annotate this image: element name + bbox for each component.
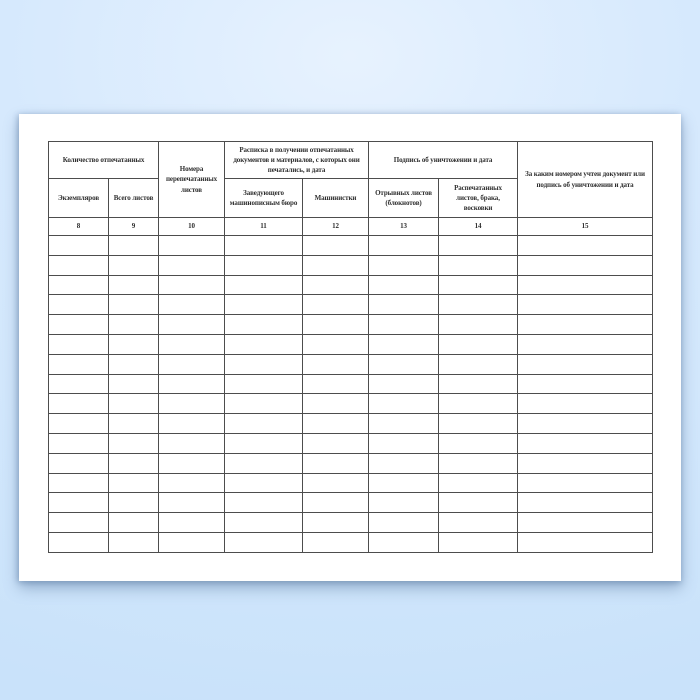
empty-cell <box>518 473 653 493</box>
empty-cell <box>49 236 109 256</box>
empty-cell <box>518 236 653 256</box>
empty-row <box>49 473 653 493</box>
empty-cell <box>159 236 225 256</box>
empty-cell <box>159 334 225 354</box>
empty-cell <box>109 354 159 374</box>
empty-cell <box>439 414 518 434</box>
empty-cell <box>159 354 225 374</box>
empty-cell <box>518 255 653 275</box>
empty-cell <box>303 275 369 295</box>
empty-cell <box>49 493 109 513</box>
empty-cell <box>109 334 159 354</box>
empty-cell <box>49 453 109 473</box>
empty-cell <box>159 315 225 335</box>
empty-cell <box>225 315 303 335</box>
empty-cell <box>369 513 439 533</box>
empty-row <box>49 255 653 275</box>
empty-row <box>49 532 653 552</box>
column-header-typing-bureau-head: Заведующего машинописным бюро <box>225 179 303 218</box>
empty-cell <box>439 433 518 453</box>
empty-cell <box>369 236 439 256</box>
group-header-receipt-signature: Расписка в получении отпечатанных документов и материалов, с которых они печатались, и дата <box>225 142 369 179</box>
empty-cell <box>369 315 439 335</box>
empty-cell <box>369 354 439 374</box>
empty-cell <box>518 374 653 394</box>
empty-cell <box>225 236 303 256</box>
empty-cell <box>49 315 109 335</box>
empty-cell <box>49 433 109 453</box>
empty-cell <box>159 275 225 295</box>
empty-row <box>49 414 653 434</box>
empty-cell <box>518 394 653 414</box>
empty-row <box>49 236 653 256</box>
empty-cell <box>109 374 159 394</box>
empty-cell <box>159 414 225 434</box>
empty-cell <box>439 236 518 256</box>
empty-cell <box>49 414 109 434</box>
empty-cell <box>518 295 653 315</box>
empty-cell <box>439 374 518 394</box>
empty-cell <box>109 473 159 493</box>
header-row-groups <box>49 142 653 179</box>
empty-cell <box>369 414 439 434</box>
empty-cell <box>49 473 109 493</box>
empty-cell <box>225 473 303 493</box>
empty-cell <box>303 394 369 414</box>
empty-cell <box>303 493 369 513</box>
empty-cell <box>159 532 225 552</box>
group-header-printed-count: Количество отпечатанных <box>49 142 159 179</box>
empty-cell <box>369 374 439 394</box>
empty-cell <box>518 532 653 552</box>
empty-row <box>49 513 653 533</box>
empty-cell <box>303 453 369 473</box>
column-number-15: 15 <box>518 218 653 236</box>
column-number-12: 12 <box>303 218 369 236</box>
empty-cell <box>109 493 159 513</box>
empty-cell <box>159 433 225 453</box>
empty-cell <box>225 513 303 533</box>
empty-row <box>49 354 653 374</box>
empty-cell <box>159 255 225 275</box>
empty-cell <box>159 453 225 473</box>
column-header-copies: Экземпляров <box>49 179 109 218</box>
group-header-destruction-signature: Подпись об уничтожении и дата <box>369 142 518 179</box>
empty-cell <box>303 473 369 493</box>
empty-cell <box>303 236 369 256</box>
empty-cell <box>225 433 303 453</box>
empty-cell <box>49 532 109 552</box>
empty-cell <box>225 354 303 374</box>
empty-cell <box>303 513 369 533</box>
empty-cell <box>369 255 439 275</box>
empty-cell <box>225 394 303 414</box>
empty-cell <box>369 334 439 354</box>
empty-cell <box>109 255 159 275</box>
empty-cell <box>159 394 225 414</box>
empty-cell <box>439 275 518 295</box>
empty-cell <box>518 315 653 335</box>
empty-cell <box>518 493 653 513</box>
empty-cell <box>159 295 225 315</box>
header-row-column-numbers <box>49 218 653 236</box>
empty-row <box>49 295 653 315</box>
empty-row <box>49 453 653 473</box>
empty-cell <box>303 414 369 434</box>
empty-cell <box>225 532 303 552</box>
empty-cell <box>109 394 159 414</box>
empty-row <box>49 275 653 295</box>
empty-cell <box>109 236 159 256</box>
empty-cell <box>369 433 439 453</box>
empty-cell <box>49 354 109 374</box>
empty-row <box>49 374 653 394</box>
column-header-printed-sheets-waste: Распечатанных листов, брака, восковки <box>439 179 518 218</box>
empty-row <box>49 394 653 414</box>
empty-cell <box>109 275 159 295</box>
empty-cell <box>303 532 369 552</box>
column-header-tearoff-sheets: Отрывных листов (блокнотов) <box>369 179 439 218</box>
empty-cell <box>439 354 518 374</box>
empty-cell <box>225 414 303 434</box>
empty-cell <box>369 473 439 493</box>
empty-cell <box>369 453 439 473</box>
column-number-8: 8 <box>49 218 109 236</box>
empty-cell <box>225 275 303 295</box>
empty-cell <box>109 433 159 453</box>
empty-row <box>49 315 653 335</box>
empty-cell <box>439 513 518 533</box>
column-number-13: 13 <box>369 218 439 236</box>
column-header-reprinted-sheet-numbers: Номера перепечатанных листов <box>159 142 225 218</box>
empty-cell <box>369 394 439 414</box>
empty-cell <box>439 394 518 414</box>
empty-cell <box>49 513 109 533</box>
column-header-typist: Машинистки <box>303 179 369 218</box>
empty-cell <box>439 255 518 275</box>
empty-cell <box>159 513 225 533</box>
column-header-registration-number: За каким номером учтен документ или подпись об уничтожении и дата <box>518 142 653 218</box>
empty-cell <box>159 473 225 493</box>
empty-cell <box>49 255 109 275</box>
empty-cell <box>439 493 518 513</box>
empty-cell <box>49 394 109 414</box>
empty-cell <box>518 414 653 434</box>
empty-cell <box>225 374 303 394</box>
empty-cell <box>159 374 225 394</box>
empty-cell <box>518 334 653 354</box>
empty-cell <box>518 453 653 473</box>
paper-sheet <box>19 114 681 581</box>
empty-cell <box>225 334 303 354</box>
empty-entry-rows <box>49 236 653 553</box>
empty-cell <box>303 334 369 354</box>
empty-cell <box>439 453 518 473</box>
column-number-10: 10 <box>159 218 225 236</box>
empty-cell <box>49 374 109 394</box>
empty-cell <box>109 532 159 552</box>
empty-cell <box>518 433 653 453</box>
empty-row <box>49 493 653 513</box>
print-registration-table <box>48 141 653 553</box>
empty-cell <box>369 532 439 552</box>
empty-cell <box>439 315 518 335</box>
empty-cell <box>109 513 159 533</box>
empty-cell <box>109 414 159 434</box>
empty-cell <box>303 315 369 335</box>
empty-cell <box>369 295 439 315</box>
column-number-14: 14 <box>439 218 518 236</box>
empty-cell <box>109 295 159 315</box>
column-header-total-sheets: Всего листов <box>109 179 159 218</box>
empty-cell <box>225 493 303 513</box>
empty-cell <box>109 315 159 335</box>
empty-cell <box>225 453 303 473</box>
empty-cell <box>303 255 369 275</box>
empty-cell <box>518 513 653 533</box>
empty-row <box>49 433 653 453</box>
empty-cell <box>439 532 518 552</box>
empty-cell <box>49 295 109 315</box>
empty-cell <box>303 295 369 315</box>
empty-cell <box>225 295 303 315</box>
column-number-9: 9 <box>109 218 159 236</box>
column-number-11: 11 <box>225 218 303 236</box>
empty-cell <box>225 255 303 275</box>
empty-cell <box>439 334 518 354</box>
empty-row <box>49 334 653 354</box>
empty-cell <box>49 334 109 354</box>
empty-cell <box>439 295 518 315</box>
empty-cell <box>303 433 369 453</box>
empty-cell <box>518 275 653 295</box>
empty-cell <box>49 275 109 295</box>
empty-cell <box>439 473 518 493</box>
empty-cell <box>303 374 369 394</box>
empty-cell <box>369 275 439 295</box>
empty-cell <box>303 354 369 374</box>
empty-cell <box>518 354 653 374</box>
empty-cell <box>369 493 439 513</box>
empty-cell <box>159 493 225 513</box>
empty-cell <box>109 453 159 473</box>
